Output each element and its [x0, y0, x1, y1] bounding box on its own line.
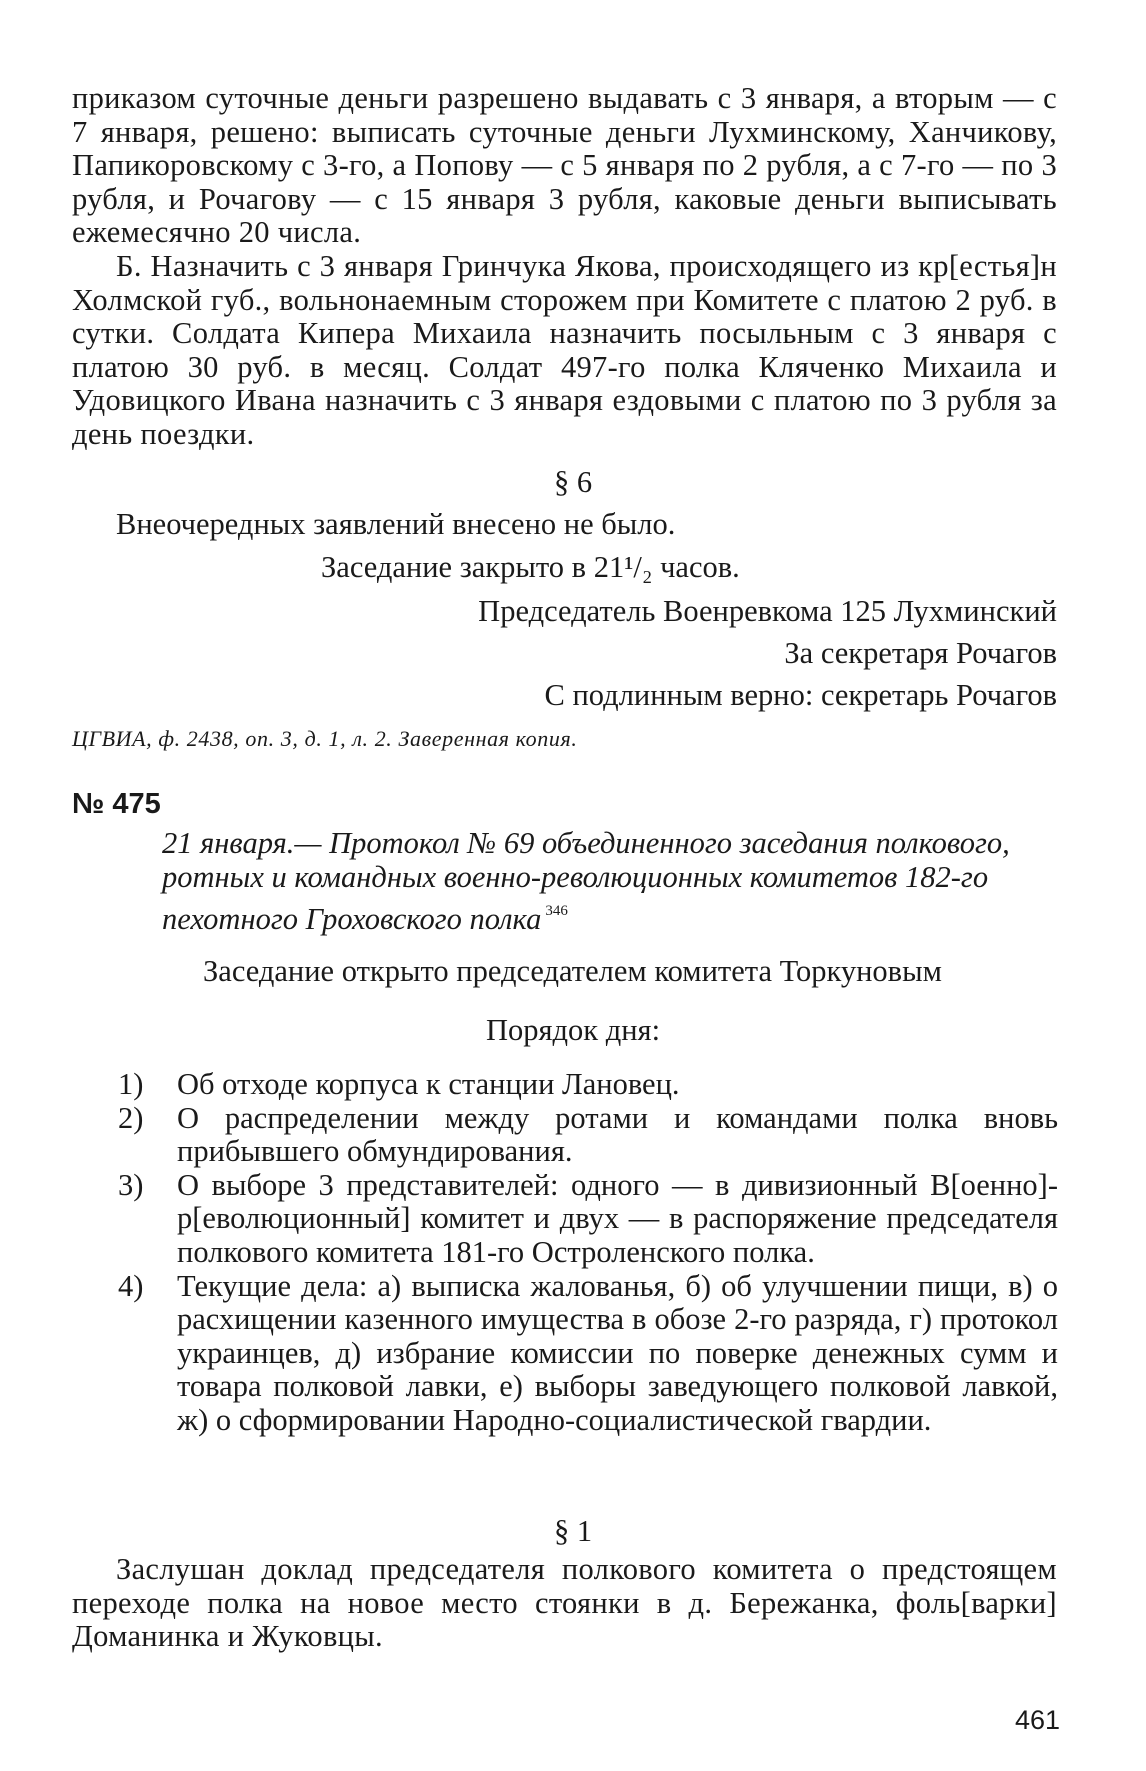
- section-6-line-2: Заседание закрыто в 21¹/₂ часов.: [321, 550, 740, 584]
- agenda-item: [118, 1068, 1058, 1102]
- archive-source-note: ЦГВИА, ф. 2438, оп. 3, д. 1, л. 2. Заверенная копия.: [72, 726, 578, 751]
- section-1-heading: § 1: [553, 1514, 593, 1548]
- document-number: № 475: [72, 788, 161, 820]
- agenda-item-text: Об отходе корпуса к станции Лановец.: [177, 1067, 680, 1101]
- paragraph-b: Б. Назначить с 3 января Гринчука Якова, происходящего из кр[естья]н Холмской губ., вольнонаемным сторожем при Комитете с платою 2 руб. в сутки. Солдата Кипера Михаила назначить посыльным с 3 января с платою 30 руб. в месяц. Солдат 497-го полка Кляченко Михаила и Удовицкого Ивана назначить с 3 января ездовыми с платою по 3 рубля за день поездки.: [72, 248, 1057, 451]
- section-6-line-1: Внеочередных заявлений внесено не было.: [116, 507, 676, 541]
- page-number: 461: [1014, 1705, 1060, 1735]
- top-text-block: [72, 82, 1057, 452]
- paragraph-continued: приказом суточные деньги разрешено выдавать с 3 января, а вторым — с 7 января, решено: выписать суточные деньги Лухминскому, Ханчикову, Папикоровскому с 3-го, а Попову — с 5 января по 2 рубля, а с 7-го — по 3 рубля, и Рочагову — с 15 января 3 рубля, каковые деньги выписывать ежемесячно 20 числа.: [72, 81, 1057, 250]
- footnote-reference: 346: [545, 903, 568, 919]
- agenda-item-number: 1): [118, 1067, 144, 1101]
- document-title: [162, 826, 1057, 936]
- signature-secretary-acting: За секретаря Рочагов: [784, 636, 1057, 670]
- meeting-opening: Заседание открыто председателем комитета Торкуновым: [203, 954, 942, 988]
- agenda-item-number: 2): [118, 1100, 144, 1135]
- section-6-heading: § 6: [553, 465, 593, 499]
- agenda-list: [118, 1068, 1058, 1438]
- agenda-item-text: О выборе 3 представителей: одного — в дивизионный В[оенно]-р[еволюционный] комитет и двух — в распоряжение председателя полкового комитета 181-го Остроленского полка.: [177, 1167, 1058, 1269]
- section-1-text: Заслушан доклад председателя полкового комитета о предстоящем переходе полка на новое место стоянки в д. Бережанка, фоль[варки] Доманинка и Жуковцы.: [72, 1552, 1057, 1654]
- signature-chairman: Председатель Военревкома 125 Лухминский: [478, 594, 1057, 628]
- agenda-heading: Порядок дня:: [485, 1013, 661, 1047]
- agenda-item: [118, 1102, 1058, 1169]
- agenda-item-text: О распределении между ротами и командами полка вновь прибывшего обмундирования.: [177, 1100, 1058, 1169]
- agenda-item-number: 4): [118, 1268, 144, 1303]
- agenda-item: [118, 1169, 1058, 1270]
- section-1-block: [72, 1553, 1057, 1654]
- agenda-item: [118, 1270, 1058, 1438]
- agenda-item-text: Текущие дела: а) выписка жалованья, б) об улучшении пищи, в) о расхищении казенного имущества в обозе 2-го разряда, г) протокол украинцев, д) избрание комиссии по поверке денежных сумм и товара полковой лавки, е) выборы заведующего полковой лавкой, ж) о сформировании Народно-социалистической гвардии.: [177, 1268, 1058, 1437]
- document-title-text: 21 января.— Протокол № 69 объединенного заседания полкового, ротных и командных военно-революционных комитетов 182-го пехотного Гроховского полка: [162, 826, 1010, 936]
- agenda-item-number: 3): [118, 1167, 144, 1202]
- signature-secretary-certified: С подлинным верно: секретарь Рочагов: [544, 678, 1057, 712]
